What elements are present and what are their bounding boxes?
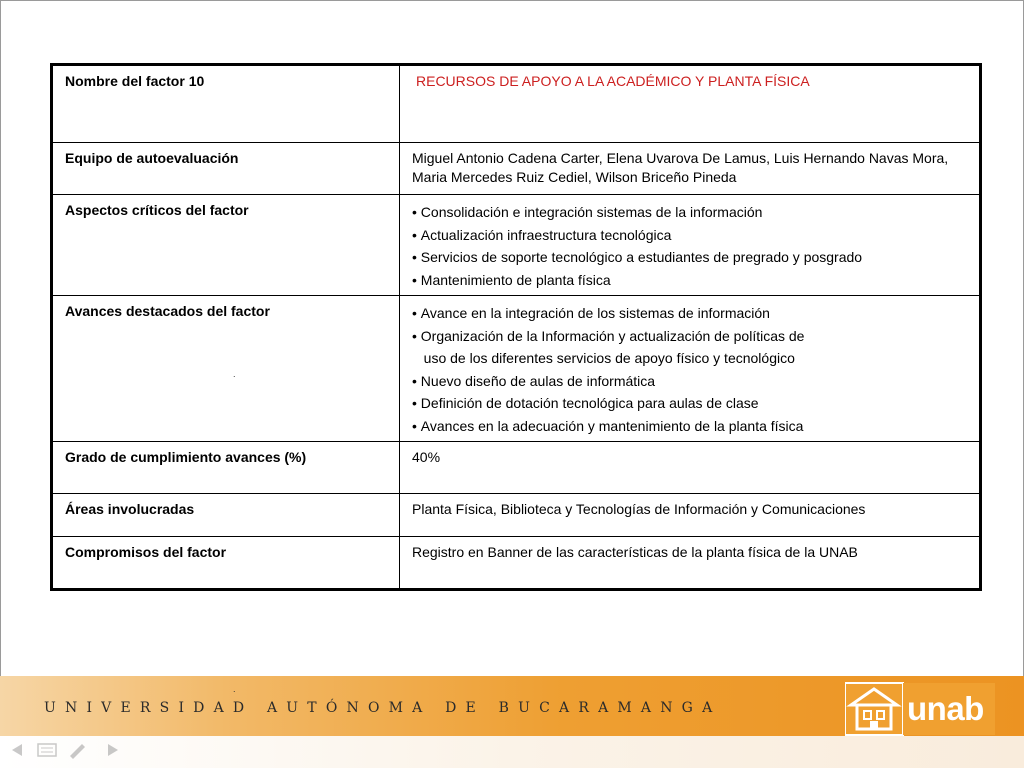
list-item: • Definición de dotación tecnológica para aulas de clase xyxy=(412,392,969,415)
table-row xyxy=(52,296,981,442)
slide-menu-icon[interactable] xyxy=(38,744,56,756)
list-item: • Avances en la adecuación y mantenimiento de la planta física xyxy=(412,415,969,438)
team-label: Equipo de autoevaluación xyxy=(52,143,400,195)
critical-aspects-label: Aspectos críticos del factor xyxy=(52,195,400,296)
factor-name-label: Nombre del factor 10 xyxy=(52,65,400,143)
list-item: • Mantenimiento de planta física xyxy=(412,269,969,292)
list-item: • Servicios de soporte tecnológico a estudiantes de pregrado y posgrado xyxy=(412,246,969,269)
advances-label: Avances destacados del factor xyxy=(52,296,400,442)
next-slide-icon[interactable] xyxy=(108,744,118,756)
commitments-label: Compromisos del factor xyxy=(52,537,400,590)
team-value: Miguel Antonio Cadena Carter, Elena Uvarova De Lamus, Luis Hernando Navas Mora, Maria Mercedes Ruiz Cediel, Wilson Briceño Pineda xyxy=(400,143,981,195)
list-item: • Actualización infraestructura tecnológica xyxy=(412,224,969,247)
list-item: • Nuevo diseño de aulas de informática xyxy=(412,370,969,393)
stray-dot: . xyxy=(233,684,236,694)
factor-name-value xyxy=(400,65,981,143)
list-item: • Organización de la Información y actualización de políticas de xyxy=(412,325,969,348)
grade-label: Grado de cumplimiento avances (%) xyxy=(52,442,400,494)
factor-title-text: RECURSOS DE APOYO A LA ACADÉMICO Y PLANTA FÍSICA xyxy=(416,73,810,89)
footer-bottom-strip xyxy=(0,736,1024,768)
unab-logo-text: unab xyxy=(907,690,984,727)
prev-slide-icon[interactable] xyxy=(12,744,22,756)
factor-table xyxy=(50,63,982,591)
areas-value: Planta Física, Biblioteca y Tecnologías de Información y Comunicaciones xyxy=(400,494,981,537)
stray-dot: . xyxy=(233,369,236,379)
pen-icon[interactable] xyxy=(70,744,85,759)
university-name: UNIVERSIDAD AUTÓNOMA DE BUCARAMANGA xyxy=(44,700,722,716)
advances-list xyxy=(412,302,969,437)
areas-label: Áreas involucradas xyxy=(52,494,400,537)
slideshow-nav xyxy=(8,738,128,762)
table-row xyxy=(52,195,981,296)
table-row xyxy=(52,442,981,494)
unab-logo xyxy=(845,679,995,739)
critical-aspects-value xyxy=(400,195,981,296)
grade-value: 40% xyxy=(400,442,981,494)
advances-value xyxy=(400,296,981,442)
table-row xyxy=(52,494,981,537)
table-row xyxy=(52,65,981,143)
critical-aspects-list xyxy=(412,201,969,291)
list-item: • Consolidación e integración sistemas de la información xyxy=(412,201,969,224)
list-item: • Avance en la integración de los sistemas de información xyxy=(412,302,969,325)
table-row xyxy=(52,143,981,195)
list-item-continuation: uso de los diferentes servicios de apoyo físico y tecnológico xyxy=(423,350,795,366)
table-row xyxy=(52,537,981,590)
commitments-value: Registro en Banner de las características de la planta física de la UNAB xyxy=(400,537,981,590)
